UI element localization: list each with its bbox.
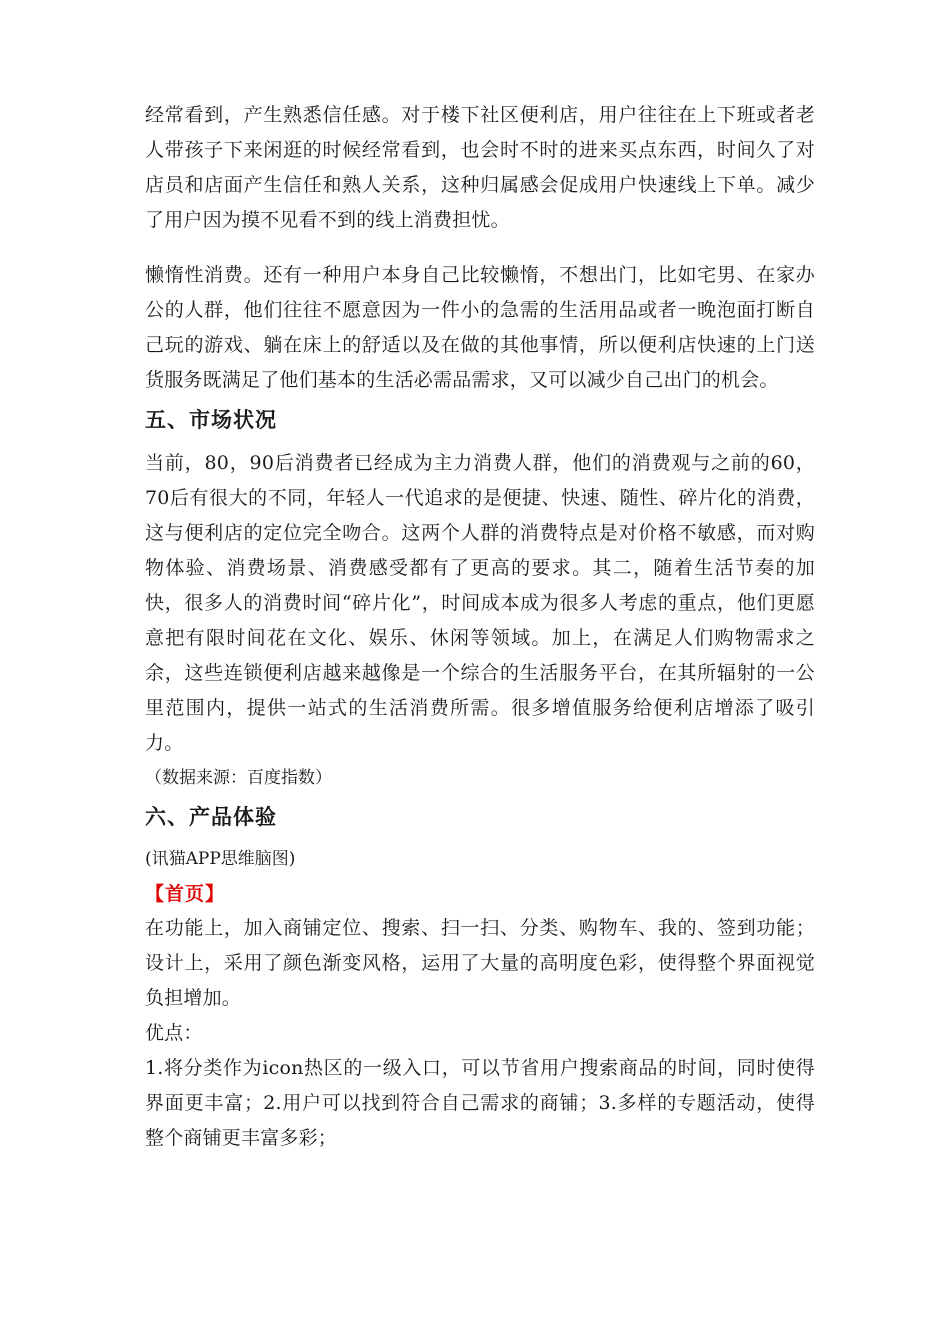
paragraph-advantages-label: 优点： <box>145 1022 203 1044</box>
data-source-note: （数据来源：百度指数） <box>145 768 332 788</box>
heading-market-status: 五、市场状况 <box>145 408 277 432</box>
heading-product-experience: 六、产品体验 <box>145 805 277 829</box>
paragraph-home-features: 在功能上，加入商铺定位、搜索、扫一扫、分类、购物车、我的、签到功能；设计上，采用了颜色渐变风格，运用了大量的高明度色彩，使得整个界面视觉负担增加。 <box>145 917 815 1009</box>
paragraph-market: 当前，80，90后消费者已经成为主力消费人群，他们的消费观与之前的60，70后有很大的不同，年轻人一代追求的是便捷、快速、随性、碎片化的消费，这与便利店的定位完全吻合。这两个人群的消费特点是对价格不敏感，而对购物体验、消费场景、消费感受都有了更高的要求。其二，随着生活节奏的加快，很多人的消费时间“碎片化”，时间成本成为很多人考虑的重点，他们更愿意把有限时间花在文化、娱乐、休闲等领域。加上，在满足人们购物需求之余，这些连锁便利店越来越像是一个综合的生活服务平台，在其所辐射的一公里范围内，提供一站式的生活消费所需。很多增值服务给便利店增添了吸引力。 <box>145 452 815 754</box>
mindmap-caption: (讯猫APP思维脑图) <box>145 849 296 869</box>
paragraph-trust: 经常看到，产生熟悉信任感。对于楼下社区便利店，用户往往在上下班或者老人带孩子下来闲逛的时候经常看到，也会时不时的进来买点东西，时间久了对店员和店面产生信任和熟人关系，这种归属感会促成用户快速线上下单。减少了用户因为摸不见看不到的线上消费担忧。 <box>145 104 815 231</box>
section-tag-home: 【首页】 <box>145 883 226 905</box>
paragraph-lazy-consumption: 懒惰性消费。还有一种用户本身自己比较懒惰，不想出门，比如宅男、在家办公的人群，他们往往不愿意因为一件小的急需的生活用品或者一晚泡面打断自己玩的游戏、躺在床上的舒适以及在做的其他事情，所以便利店快速的上门送货服务既满足了他们基本的生活必需品需求，又可以减少自己出门的机会。 <box>145 264 815 391</box>
paragraph-advantages-list: 1.将分类作为icon热区的一级入口，可以节省用户搜索商品的时间，同时使得界面更丰富；2.用户可以找到符合自己需求的商铺；3.多样的专题活动，使得整个商铺更丰富多彩； <box>145 1057 815 1149</box>
document-page <box>145 98 815 1156</box>
